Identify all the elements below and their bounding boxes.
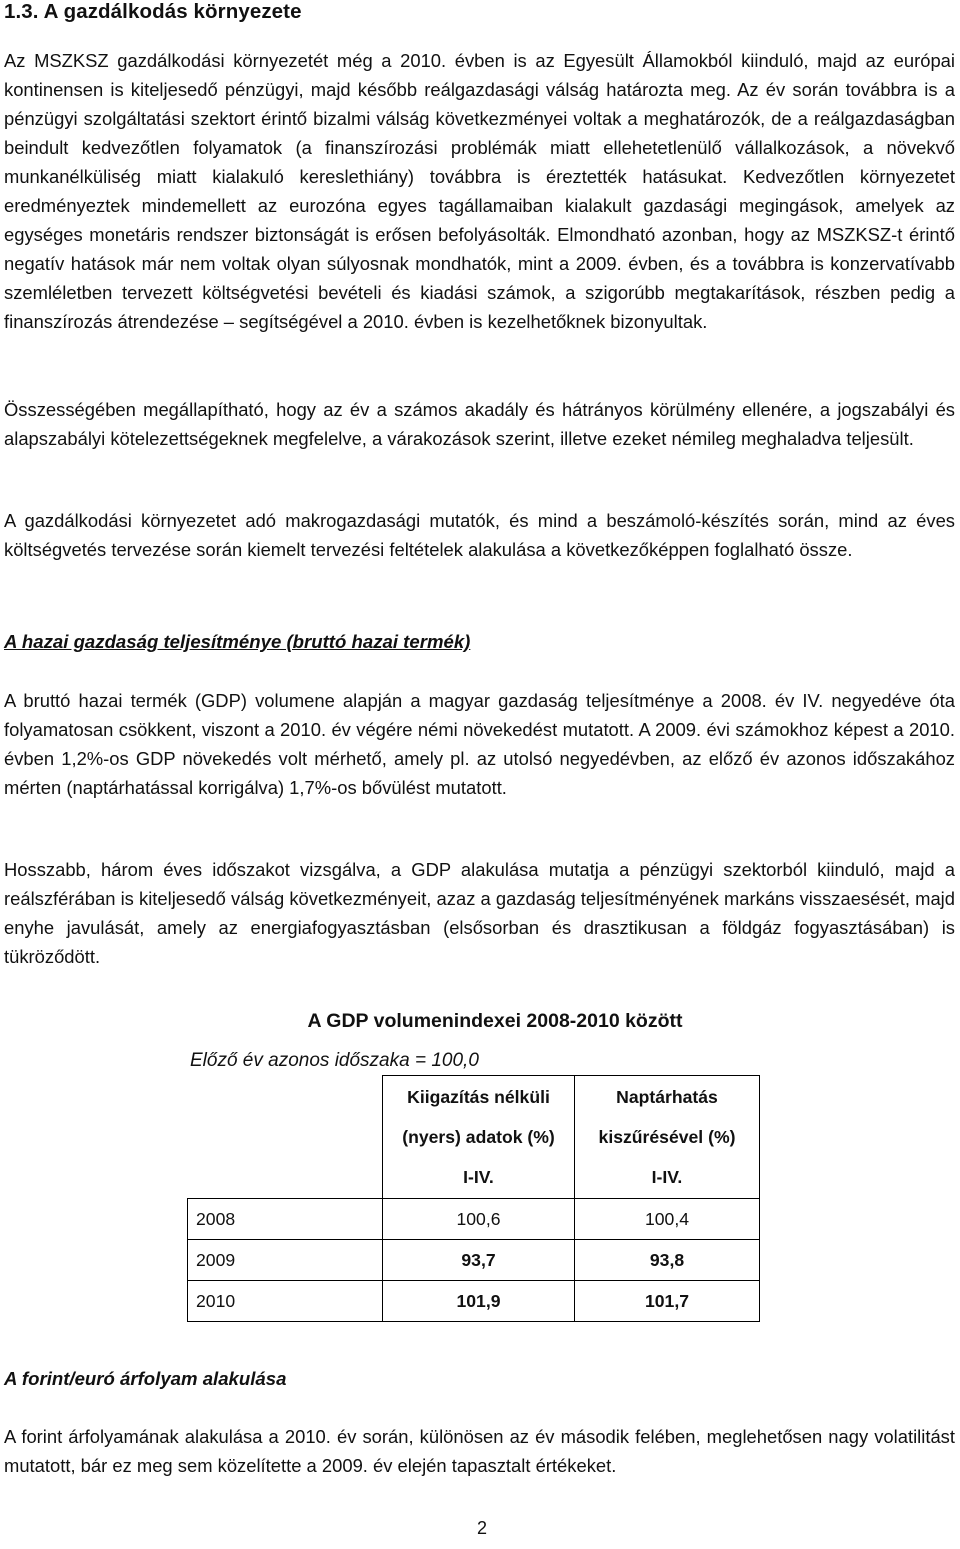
row-raw-value: 101,9 (383, 1281, 575, 1322)
paragraph-economic-environment: Az MSZKSZ gazdálkodási környezetét még a 2010. évben is az Egyesült Államokból kiinduló, majd az európai kontinensen is kiteljesedő pénzügyi, majd később reálgazdasági válság határozta meg. Az év során továbbra is a pénzügyi szolgáltatási szektort érintő bizalmi válság következményei voltak a meghatározók, de a reálgazdaságban beindult kedvezőtlen folyamatok (a finanszírozási problémák miatt ellehetetlenülő vállalkozások, a növekvő munkanélküliség miatt kialakuló kereslethiány) továbbra is éreztették hatásukat. Kedvezőtlen környezetet eredményeztek mindemellett az eurozóna egyes tagállamaiban kialakult gazdasági megingások, amelyek az egységes monetáris rendszer biztonságát is erősen befolyásolták. Elmondható azonban, hogy az MSZKSZ-t érintő negatív hatások már nem voltak olyan súlyosnak mondhatók, mint a 2009. évben, és a továbbra is konzervatívabb szemléletben tervezett költségvetési bevételi és kiadási számok, a szigorúbb megtakarítások, részben pedig a finanszírozás átrendezése – segítségével a 2010. évben is kezelhetőknek bizonyultak. (4, 50, 955, 332)
row-year: 2009 (188, 1240, 383, 1281)
paragraph-forint-exchange: A forint árfolyamának alakulása a 2010. év során, különösen az év második felében, meglehetősen nagy volatilitást mutatott, bár ez meg sem közelítette a 2009. év elején tapasztalt értékeket. (4, 1426, 955, 1476)
paragraph-summary: Összességében megállapítható, hogy az év a számos akadály és hátrányos körülmény ellenére, a jogszabályi és alapszabályi kötelezettségeknek megfelelve, a várakozások szerint, illetve ezeket némileg meghaladva teljesült. (4, 399, 955, 449)
row-year: 2010 (188, 1281, 383, 1322)
paragraph-three-year-period: Hosszabb, három éves időszakot vizsgálva, a GDP alakulása mutatja a pénzügyi szektorból kiinduló, majd a reálszférában is kiteljesedő válság következményeit, azaz a gazdaság teljesítményének markáns visszaesését, majd enyhe javulását, amely az energiafogyasztásban (elsősorban és drasztikusan a földgáz fogyasztásában) is tükröződött. (4, 859, 955, 967)
header-unadjusted-line-3: I-IV. (463, 1167, 494, 1187)
header-unadjusted-line-2: (nyers) adatok (%) (402, 1127, 555, 1147)
row-raw-value: 93,7 (383, 1240, 575, 1281)
row-adjusted-value: 101,7 (575, 1281, 760, 1322)
table-row (188, 1199, 760, 1240)
table-row (188, 1240, 760, 1281)
header-calendar-adjusted (575, 1076, 760, 1199)
paragraph-gdp-volume: A bruttó hazai termék (GDP) volumene alapján a magyar gazdaság teljesítménye a 2008. év IV. negyedéve óta folyamatosan csökkent, viszont a 2010. év végére némi növekedést mutatott. A 2009. évi számokhoz képest a 2010. évben 1,2%-os GDP növekedés volt mérhető, amely pl. az utolsó negyedévben, az előző év azonos időszakához mérten (naptárhatással korrigálva) 1,7%-os bővülést mutatott. (4, 690, 955, 798)
header-unadjusted-line-1: Kiigazítás nélküli (407, 1087, 550, 1107)
header-adjusted-line-1: Naptárhatás (616, 1087, 718, 1107)
row-year: 2008 (188, 1199, 383, 1240)
page-number: 2 (476, 1518, 487, 1538)
subheading-forint-euro: A forint/euró árfolyam alakulása (4, 1368, 287, 1389)
gdp-volume-index-table (187, 1075, 760, 1322)
subheading-gdp: A hazai gazdaság teljesítménye (bruttó hazai termék) (4, 631, 471, 652)
row-raw-value: 100,6 (383, 1199, 575, 1240)
section-heading: 1.3. A gazdálkodás környezete (4, 0, 302, 23)
table-row (188, 1281, 760, 1322)
table-header-row (188, 1076, 760, 1199)
header-adjusted-line-2: kiszűrésével (%) (598, 1127, 736, 1147)
table-note: Előző év azonos időszaka = 100,0 (190, 1050, 479, 1071)
table-title: A GDP volumenindexei 2008-2010 között (307, 1010, 683, 1032)
paragraph-macro-indicators: A gazdálkodási környezetet adó makrogazdasági mutatók, és mind a beszámoló-készítés során, mind az éves költségvetés tervezése során kiemelt tervezési feltételek alakulása a következőképpen foglalható össze. (4, 510, 955, 560)
header-unadjusted (383, 1076, 575, 1199)
row-adjusted-value: 100,4 (575, 1199, 760, 1240)
row-adjusted-value: 93,8 (575, 1240, 760, 1281)
header-adjusted-line-3: I-IV. (651, 1167, 683, 1187)
table-corner-cell (188, 1076, 383, 1199)
